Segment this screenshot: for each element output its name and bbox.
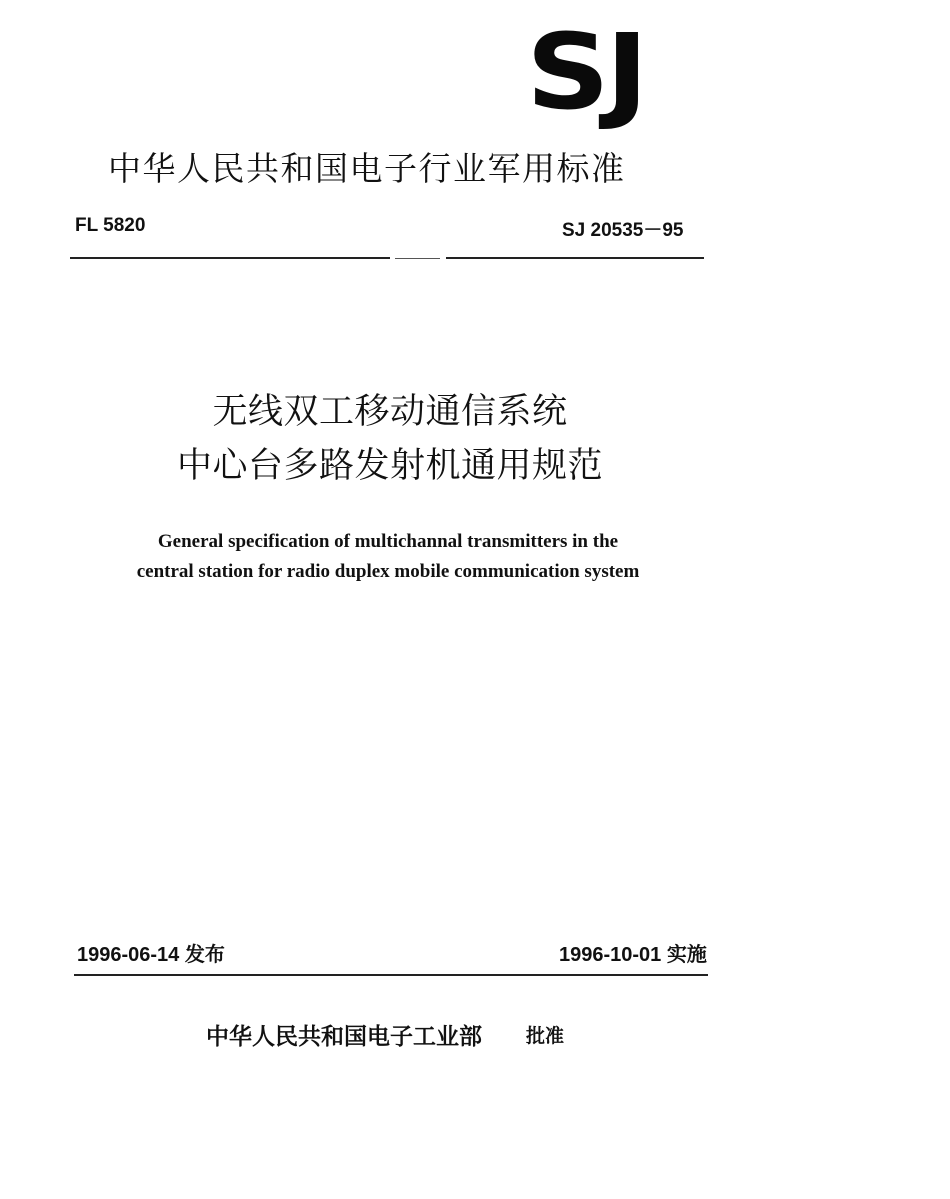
- chinese-title-line-1: 无线双工移动通信系统: [212, 392, 568, 432]
- english-title-line-2: central station for radio duplex mobile communication system: [136, 561, 640, 582]
- standard-number: SJ 20535－95: [562, 220, 684, 241]
- header-divider: [70, 257, 390, 259]
- chinese-title: [0, 385, 780, 493]
- effective-label: 实施: [666, 944, 707, 966]
- standard-category: 中华人民共和国电子行业军用标准: [108, 149, 626, 188]
- english-title-line-1: General specification of multichannal transmitters in the: [157, 531, 619, 552]
- english-title: [0, 527, 776, 587]
- issue-date: 1996-06-14: [77, 944, 180, 966]
- effective-date: 1996-10-01: [559, 944, 662, 966]
- sj-logo: SJ: [526, 11, 645, 133]
- issue-label: 发布: [184, 944, 225, 966]
- header-divider-gap: [395, 258, 440, 259]
- effective-date-line: [559, 938, 707, 967]
- header-divider-right: [446, 257, 704, 259]
- approve-label: 批准: [526, 1025, 565, 1047]
- classification-code: FL 5820: [75, 215, 146, 236]
- footer-divider: [74, 974, 708, 976]
- chinese-title-line-2: 中心台多路发射机通用规范: [176, 446, 603, 486]
- issue-date-line: [77, 938, 225, 967]
- approving-authority: 中华人民共和国电子工业部: [206, 1024, 482, 1050]
